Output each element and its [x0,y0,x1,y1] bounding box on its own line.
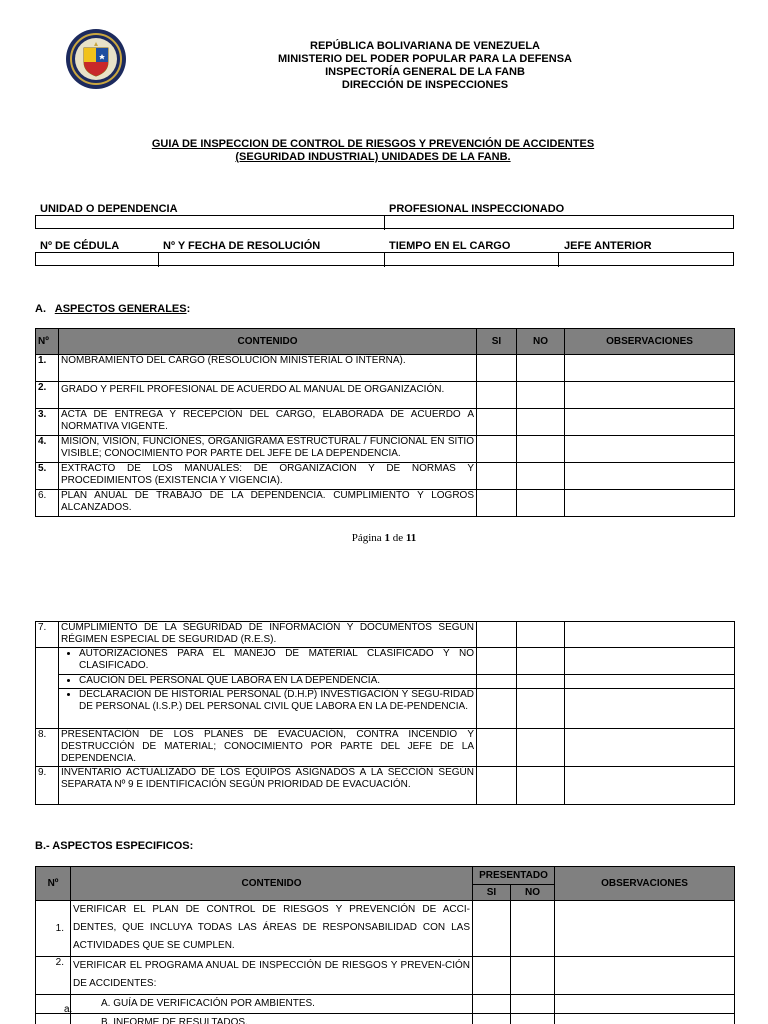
page-number: Página 1 de 11 [351,532,417,544]
no-cell[interactable] [511,957,555,995]
si-cell[interactable] [477,382,517,409]
no-cell[interactable] [511,1014,555,1024]
obs-cell[interactable] [565,355,735,382]
si-cell[interactable] [477,490,517,517]
no-cell[interactable] [511,995,555,1014]
col-si: SI [473,885,511,901]
si-cell[interactable] [477,622,517,648]
col-si: SI [477,329,517,355]
section-a-heading: ASPECTOS GENERALES [54,303,187,315]
col-presentado: PRESENTADO [473,867,555,885]
no-cell[interactable] [517,490,565,517]
unidad-profesional-field[interactable] [35,215,734,229]
obs-cell[interactable] [565,767,735,805]
obs-cell[interactable] [565,382,735,409]
table-row: 8. PRESENTACIÓN DE LOS PLANES DE EVACUACIÓN, CONTRA INCENDIO Y DESTRUCCIÓN DE MATERIAL; CONOCIMIENTO POR PARTE DEL JEFE DE LA DEPENDENCIA. [36,729,735,767]
obs-cell[interactable] [555,957,735,995]
unidad-label: UNIDAD O DEPENDENCIA [40,203,178,215]
table-row: 3. ACTA DE ENTREGA Y RECEPCIÓN DEL CARGO, ELABORADA DE ACUERDO A NORMATIVA VIGENTE. [36,409,735,436]
table-row: B. INFORME DE RESULTADOS. [36,1014,735,1024]
obs-cell[interactable] [565,409,735,436]
si-cell[interactable] [477,675,517,689]
no-cell[interactable] [517,689,565,729]
no-cell[interactable] [517,409,565,436]
obs-cell[interactable] [565,622,735,648]
no-cell[interactable] [517,767,565,805]
section-a-table [35,328,735,517]
obs-cell[interactable] [565,490,735,517]
section-b-table [35,866,735,1024]
obs-cell[interactable] [555,901,735,957]
no-cell[interactable] [517,648,565,675]
table-row: 6. PLAN ANUAL DE TRABAJO DE LA DEPENDENCIA. CUMPLIMIENTO Y LOGROS ALCANZADOS. [36,490,735,517]
section-a-prefix: A. [35,303,46,315]
header-line-direction: DIRECCIÓN DE INSPECCIONES [341,79,509,91]
si-cell[interactable] [473,901,511,957]
title-line-1: GUIA DE INSPECCION DE CONTROL DE RIESGOS Y PREVENCIÓN DE ACCIDENTES [151,138,595,150]
document-title [100,138,646,164]
profesional-label: PROFESIONAL INSPECCIONADO [389,203,565,215]
si-cell[interactable] [477,355,517,382]
si-cell[interactable] [477,648,517,675]
header-line-ministry: MINISTERIO DEL PODER POPULAR PARA LA DEFENSA [278,53,572,65]
no-cell[interactable] [517,729,565,767]
resolucion-label: Nº Y FECHA DE RESOLUCIÓN [163,240,321,252]
table-row: 1. NOMBRAMIENTO DEL CARGO (RESOLUCIÓN MINISTERIAL O INTERNA). [36,355,735,382]
si-cell[interactable] [477,409,517,436]
cedula-resolucion-field[interactable] [35,252,734,266]
no-cell[interactable] [517,463,565,490]
table-row: 5. EXTRACTO DE LOS MANUALES: DE ORGANIZACIÓN Y DE NORMAS Y PROCEDIMIENTOS (EXISTENCIA Y VIGENCIA). [36,463,735,490]
table-row: 1. VERIFICAR EL PLAN DE CONTROL DE RIESGOS Y PREVENCIÓN DE ACCI-DENTES, QUE INCLUYA TODAS LAS ÁREAS DE RESPONSABILIDAD CON LAS ACTIVIDADES QUE SE CUMPLEN. [36,901,735,957]
no-cell[interactable] [517,355,565,382]
section-b-header-row [36,867,735,885]
obs-cell[interactable] [565,648,735,675]
table-row: • CAUCIÓN DEL PERSONAL QUE LABORA EN LA DEPENDENCIA. [36,675,735,689]
col-no: NO [517,329,565,355]
obs-cell[interactable] [565,675,735,689]
no-cell[interactable] [517,436,565,463]
title-line-2: (SEGURIDAD INDUSTRIAL) UNIDADES DE LA FANB. [235,151,511,163]
obs-cell[interactable] [565,436,735,463]
si-cell[interactable] [473,957,511,995]
col-contenido: CONTENIDO [71,867,473,901]
table-row: A. GUÍA DE VERIFICACIÓN POR AMBIENTES. [36,995,735,1014]
si-cell[interactable] [477,767,517,805]
col-observaciones: OBSERVACIONES [565,329,735,355]
col-observaciones: OBSERVACIONES [555,867,735,901]
obs-cell[interactable] [555,1014,735,1024]
si-cell[interactable] [473,995,511,1014]
no-cell[interactable] [511,901,555,957]
header-line-inspectorate: INSPECTORÍA GENERAL DE LA FANB [325,66,525,78]
section-b-title: B.- ASPECTOS ESPECIFICOS: [35,840,194,852]
table-row: 4. MISIÓN, VISIÓN, FUNCIONES, ORGANIGRAMA ESTRUCTURAL / FUNCIONAL EN SITIO VISIBLE; CONOCIMIENTO POR PARTE DEL JEFE DE LA DEPENDENCIA. [36,436,735,463]
table-row: 9. INVENTARIO ACTUALIZADO DE LOS EQUIPOS ASIGNADOS A LA SECCIÓN SEGÚN SEPARATA Nº 9 E IDENTIFICACIÓN SEGÚN PRIORIDAD DE EVACUACIÓN. [36,767,735,805]
side-mark: a. [64,1004,73,1015]
col-no: NO [511,885,555,901]
section-a-title [35,303,190,315]
col-num: Nº [36,867,71,901]
table-row: 2. VERIFICAR EL PROGRAMA ANUAL DE INSPECCIÓN DE RIESGOS Y PREVEN-CIÓN DE ACCIDENTES: [36,957,735,995]
document-header [230,40,620,92]
table-row: • DECLARACIÓN DE HISTORIAL PERSONAL (D.H.P) INVESTIGACIÓN Y SEGU-RIDAD DE PERSONAL (I.S.P.) DEL PERSONAL CIVIL QUE LABORA EN LA DE-PENDENCIA. [36,689,735,729]
si-cell[interactable] [477,689,517,729]
no-cell[interactable] [517,382,565,409]
no-cell[interactable] [517,675,565,689]
col-num: Nº [36,329,59,355]
obs-cell[interactable] [565,463,735,490]
col-contenido: CONTENIDO [59,329,477,355]
si-cell[interactable] [477,463,517,490]
section-a-header-row [36,329,735,355]
section-a-suffix: : [186,303,191,315]
si-cell[interactable] [477,729,517,767]
obs-cell[interactable] [555,995,735,1014]
obs-cell[interactable] [565,729,735,767]
section-a-table-continued [35,621,735,805]
fanb-seal-logo [64,28,128,90]
cedula-label: Nº DE CÉDULA [40,240,120,252]
tiempo-label: TIEMPO EN EL CARGO [389,240,511,252]
table-row: • AUTORIZACIONES PARA EL MANEJO DE MATERIAL CLASIFICADO Y NO CLASIFICADO. [36,648,735,675]
obs-cell[interactable] [565,689,735,729]
header-line-republic: REPÚBLICA BOLIVARIANA DE VENEZUELA [310,40,540,52]
jefe-label: JEFE ANTERIOR [564,240,652,252]
si-cell[interactable] [473,1014,511,1024]
no-cell[interactable] [517,622,565,648]
table-row: 7. CUMPLIMIENTO DE LA SEGURIDAD DE INFORMACIÓN Y DOCUMENTOS SEGUN RÉGIMEN ESPECIAL DE SEGURIDAD (R.E.S). [36,622,735,648]
si-cell[interactable] [477,436,517,463]
table-row: 2. GRADO Y PERFIL PROFESIONAL DE ACUERDO AL MANUAL DE ORGANIZACIÓN. [36,382,735,409]
